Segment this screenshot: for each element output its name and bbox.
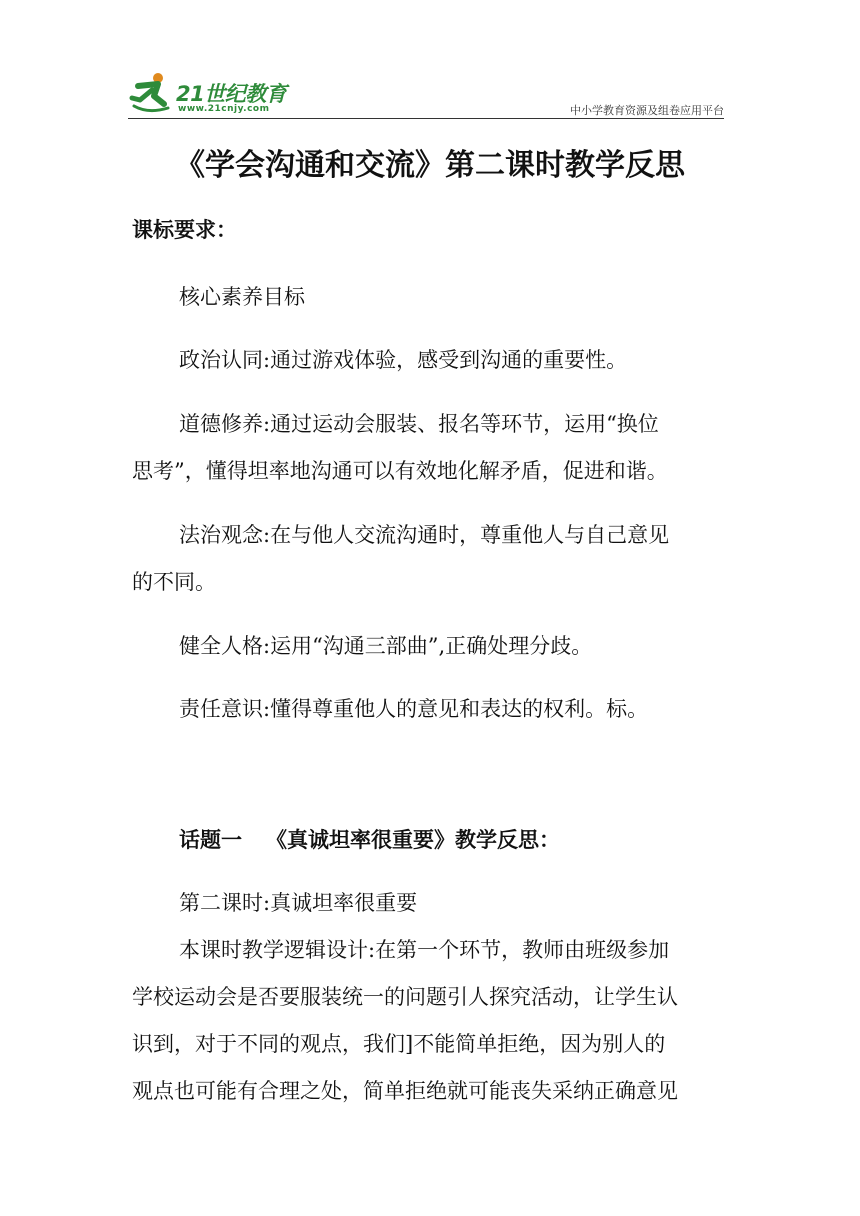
page-header — [128, 66, 724, 120]
body-line-3: 识到，对于不同的观点，我们]不能简单拒绝，因为别人的 — [132, 1032, 666, 1056]
section-heading: 课标要求： — [132, 218, 237, 242]
runner-logo-icon — [128, 70, 174, 114]
goal-moral-line1: 道德修养:通过运动会服装、报名等环节，运用“换位 — [179, 412, 659, 436]
body-line-2: 学校运动会是否要服装统一的问题引人探究活动，让学生认 — [132, 985, 678, 1009]
body-line-1: 本课时教学逻辑设计:在第一个环节，教师由班级参加 — [179, 938, 670, 962]
header-divider — [128, 118, 724, 119]
logo-text: 21世纪教育 — [176, 82, 287, 106]
goal-political: 政治认同:通过游戏体验，感受到沟通的重要性。 — [179, 348, 628, 372]
topic-label: 话题一 — [179, 828, 242, 852]
logo-url: www.21cnjy.com — [178, 104, 270, 114]
brand-logo — [128, 70, 298, 118]
lesson-title: 第二课时:真诚坦率很重要 — [179, 891, 418, 915]
goal-law-line2: 的不同。 — [132, 570, 216, 594]
header-tagline: 中小学教育资源及组卷应用平台 — [570, 104, 724, 117]
document-title: 《学会沟通和交流》第二课时教学反思 — [175, 148, 685, 183]
goal-moral-line2: 思考”，懂得坦率地沟通可以有效地化解矛盾，促进和谐。 — [132, 459, 668, 483]
goal-law-line1: 法治观念:在与他人交流沟通时，尊重他人与自己意见 — [179, 523, 670, 547]
topic-heading — [179, 824, 560, 854]
goal-personality: 健全人格:运用“沟通三部曲”,正确处理分歧。 — [179, 634, 593, 658]
body-line-4: 观点也可能有合理之处，简单拒绝就可能丧失采纳正确意见 — [132, 1079, 678, 1103]
core-goal: 核心素养目标 — [179, 285, 305, 309]
topic-title: 《真诚坦率很重要》教学反思： — [266, 828, 560, 852]
goal-responsibility: 责任意识:懂得尊重他人的意见和表达的权利。标。 — [179, 697, 649, 721]
